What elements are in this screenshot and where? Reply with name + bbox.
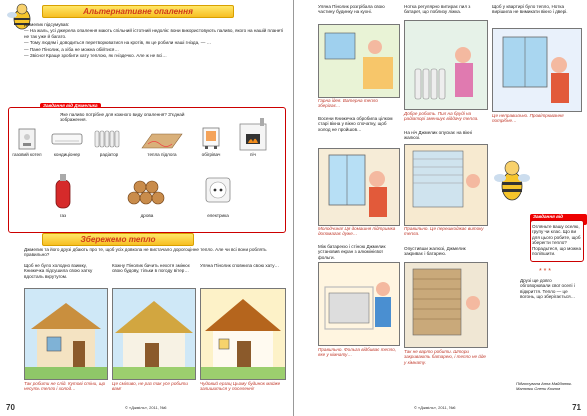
right-page [294, 0, 587, 416]
column-text: Між батареєю і стіною Джмелик установив екран з алюмінієвої фольги. [318, 244, 386, 260]
caption: Чудовий ерзац Цьому будинок майже залишиться у поселенні! [200, 381, 281, 392]
label-air-conditioner: кондиціонер [53, 152, 81, 157]
page-number: 70 [6, 402, 15, 412]
caption: Так робити не слід. Кутові стіни, що несуть тепло і холод… [24, 381, 106, 392]
section2-intro: Джмелик та його друзі дбають про те, щоб усіх довкола не вистачало дорогоцінне тепло. Але чи всі вони роблять правильно? [24, 247, 267, 258]
section-title-alternative-heating: Альтернативне опалення [42, 5, 234, 18]
column-text: Нотка регулярно витирає пил з батареї, що поблизу ліжка. [404, 4, 471, 15]
radiator-image [92, 128, 126, 150]
illustration-house-insulation [24, 288, 108, 380]
gas-boiler-image [14, 128, 40, 150]
intro-paragraph: — Пане Пінолик, а хіба не можна обійтися… [24, 46, 120, 52]
heater-image [200, 126, 222, 150]
label-gas: газ [59, 213, 67, 218]
label-firewood: дрова [140, 213, 154, 218]
illustration-blinds-down [404, 144, 488, 226]
illustration-window-sealing [318, 148, 400, 226]
illustration-cleaning-radiator [404, 20, 488, 110]
illustration-foil-screen [318, 262, 400, 346]
illustration-open-window [492, 28, 582, 112]
column-text: Щоб у квартирі було тепло, Нотка вирішила не вимикати вікно і двері. [492, 4, 568, 15]
intro-paragraph: — Звісно! Краще зробити хату теплою, як гніздечко. Але ж не всі… [24, 53, 167, 59]
illustration-kitchen [318, 24, 400, 98]
column-text: На ніч Джмелик опускає на вікні жалюзі. [404, 130, 472, 141]
label-stove: піч [250, 152, 256, 157]
intro-text [24, 22, 286, 58]
column-text: Уляна Пінолик розгрібала свою частину будинку на кухні. [318, 4, 385, 15]
bee-mascot-icon [492, 154, 532, 206]
footer: © «Джміль», 2011, №6 [414, 405, 456, 411]
task-text: Огляньте вашу оселю, групу чи клас. Що ви для цього робите, щоб зберегти тепло? Порадьтеся, що можна поліпшити. [532, 224, 582, 257]
column-text: Восени Книжечка обробила цілком старі вікна у вікно спочатку, щоб холод не пройшов… [318, 116, 393, 132]
task-tag: Завдання від [530, 214, 587, 225]
column-text: Щоб не було холодно взимку, Книжечка підсушила свою хатку вдосталь вкрутугом. [24, 263, 93, 279]
heated-floor-image [140, 128, 184, 150]
illustration-thatched-house [112, 288, 196, 380]
caption: Добре робить. Пил на бруді на радіаторі зменшує віддачу тепла. [404, 111, 479, 122]
page-number: 71 [572, 402, 581, 412]
label-gas-boiler: газовий котел [12, 152, 42, 157]
section-title-save-heat: Збережемо тепло [42, 233, 194, 246]
task-text: Яке паливо потрібне для кожного виду опалення? З'єднай зображення. [60, 112, 185, 123]
gas-cylinder-image [52, 172, 74, 210]
caption: Гарна ідея. Ватерна тепло зберігає… [318, 98, 378, 109]
label-radiator: радіатор [99, 152, 119, 157]
caption: Правильно. Це перешкоджає витоку тепла. [404, 226, 484, 237]
label-heated-floor: тепла підлога [147, 152, 177, 157]
label-heater: обігрівач [201, 152, 221, 157]
caption: Молодчина! Ця домашня підтримка допомагає дуже… [318, 226, 396, 237]
stove-image [236, 118, 270, 152]
firewood-image [124, 174, 170, 206]
intro-paragraph: Джмелик підсумував: [24, 22, 70, 27]
caption: Це неправильно. Провітрювання потрібне… [492, 113, 564, 124]
illustration-cozy-house [200, 288, 286, 380]
intro-paragraph: — На жаль, усі джерела опалення мають спільний істотний недолік: вони використовують паливо, якого на нашій планеті не так уже й багато. [24, 28, 284, 39]
left-page [0, 0, 293, 416]
conclusion-text: Друзі ще довго обговорювали свої оселі і відкриття. Тепло — це вогонь, що зберігається… [520, 278, 576, 300]
illustration-covered-radiator [404, 262, 488, 348]
footer: © «Джміль», 2011, №6 [125, 405, 167, 411]
caption: Це сміливо, не раз так усе робити вам! [112, 381, 188, 392]
decorative-asterisks: * * * [538, 268, 552, 275]
caption: Правильно. Фольга відбиває тепло, яке у кімнату… [318, 347, 397, 358]
task-tag: Завдання від Джмелика [40, 103, 101, 108]
label-electricity: електрика [207, 213, 229, 218]
air-conditioner-image [50, 128, 84, 150]
electric-socket-image [204, 176, 232, 204]
column-text: Кожну Пінолик бачить нехотя змінює свою будову, тільки в погоду вітер… [112, 263, 191, 274]
credits: Підготувала Анна Майданюк. Малюнки Олени Козлов [516, 381, 573, 391]
intro-paragraph: — Тому людям і доводиться перетворюватися на кротів, як це робили наші гнізда, — … [24, 40, 212, 46]
column-text: Опустивши жалюзі, Джмелик закриває і батарею. [404, 246, 466, 257]
column-text: Уляна Пінолик сповнила свою хату… [200, 263, 280, 268]
caption: Так не варто робити. Штори закривають батарею, і тепло не йде у кімнату. [404, 349, 486, 365]
